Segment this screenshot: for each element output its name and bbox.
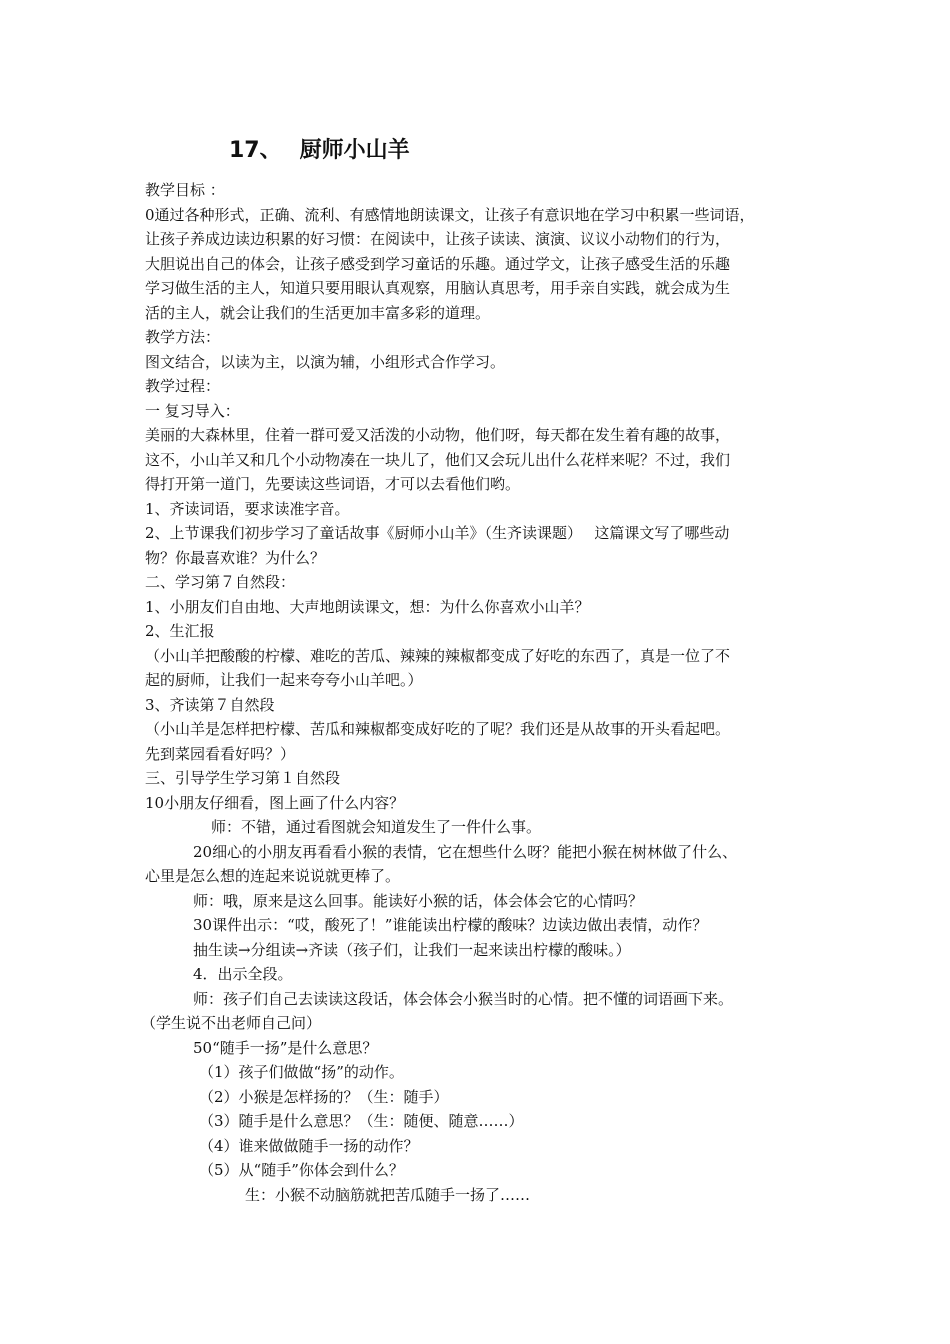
paragraph-line: （学生说不出老师自己问） (141, 1014, 322, 1032)
paragraph-line: 0通过各种形式，正确、流利、有感情地朗读课文，让孩子有意识地在学习中积累一些词语， (145, 205, 755, 224)
paragraph-line: 学习做生活的主人，知道只要用眼认真观察，用脑认真思考，用手亲自实践，就会成为生 (145, 279, 731, 297)
paragraph-line: 大胆说出自己的体会，让孩子感受到学习童话的乐趣。通过学文，让孩子感受生活的乐趣 (145, 254, 731, 273)
list-item: （3）随手是什么意思？（生：随便、随意……） (199, 1112, 524, 1130)
section-heading-methods: 教学方法： (145, 328, 221, 346)
paragraph-line: （小山羊把酸酸的柠檬、难吃的苦瓜、辣辣的辣椒都变成了好吃的东西了，真是一位了不 (145, 646, 731, 665)
list-item: 2、上节课我们初步学习了童话故事《厨师小山羊》（生齐读课题） 这篇课文写了哪些动 (145, 524, 730, 542)
paragraph-line: 活的主人，就会让我们的生活更加丰富多彩的道理。 (145, 303, 491, 322)
section-heading-process: 教学过程： (145, 377, 221, 395)
paragraph-line: 师：哦，原来是这么回事。能读好小猴的话，体会体会它的心情吗？ (193, 891, 644, 910)
list-item: （5）从“随手”你体会到什么？ (199, 1161, 404, 1179)
paragraph-line: 让孩子养成边读边积累的好习惯：在阅读中，让孩子读读、演演、议议小动物们的行为， (145, 230, 731, 248)
paragraph-line: 心里是怎么想的连起来说说就更棒了。 (145, 867, 401, 885)
paragraph-line: 图文结合，以读为主，以演为辅，小组形式合作学习。 (145, 352, 506, 371)
list-item: 30课件出示：“哎，酸死了！”谁能读出柠檬的酸味？边读边做出表情，动作？ (193, 916, 708, 934)
paragraph-line: 物？你最喜欢谁？为什么？ (145, 548, 326, 567)
list-item: （1）孩子们做做“扬”的动作。 (199, 1063, 404, 1081)
list-item: 50“随手一扬”是什么意思？ (193, 1038, 378, 1057)
list-item: （2）小猴是怎样扬的？（生：随手） (199, 1087, 449, 1106)
list-item: 3、齐读第７自然段 (145, 695, 275, 714)
subsection-heading: 三、引导学生学习第１自然段 (145, 769, 341, 787)
paragraph-line: 师：孩子们自己去读读这段话，体会体会小猴当时的心情。把不懂的词语画下来。 (193, 989, 734, 1008)
list-item: 20细心的小朋友再看看小猴的表情，它在想些什么呀？能把小猴在树林做了什么、 (193, 842, 738, 861)
paragraph-line: （小山羊是怎样把柠檬、苦瓜和辣椒都变成好吃的了呢？我们还是从故事的开头看起吧。 (145, 720, 731, 738)
paragraph-line: 生：小猴不动脑筋就把苦瓜随手一扬了…… (245, 1185, 531, 1204)
paragraph-line: 抽生读→分组读→齐读（孩子们，让我们一起来读出柠檬的酸味。） (193, 940, 631, 959)
paragraph-line: 师：不错，通过看图就会知道发生了一件什么事。 (211, 818, 542, 836)
list-item: 10小朋友仔细看，图上画了什么内容？ (145, 793, 405, 812)
paragraph-line: 美丽的大森林里，住着一群可爱又活泼的小动物，他们呀，每天都在发生着有趣的故事， (145, 426, 731, 444)
paragraph-line: 这不，小山羊又和几个小动物凑在一块儿了，他们又会玩儿出什么花样来呢？不过，我们 (145, 450, 731, 469)
section-heading-goals: 教学目标 ： (145, 181, 225, 199)
list-item: 4．出示全段。 (193, 965, 293, 983)
subsection-heading: 二、学习第７自然段： (145, 573, 296, 591)
document-title (229, 136, 410, 166)
list-item: 1、齐读词语，要求读准字音。 (145, 499, 350, 518)
paragraph-line: 得打开第一道门，先要读这些词语，才可以去看他们哟。 (145, 475, 521, 493)
paragraph-line: 起的厨师，让我们一起来夸夸小山羊吧。） (145, 671, 423, 689)
list-item: 2、生汇报 (145, 622, 215, 640)
title-number: 17、 (229, 138, 282, 163)
list-item: 1、小朋友们自由地、大声地朗读课文，想：为什么你喜欢小山羊？ (145, 597, 590, 616)
subsection-heading: 一 复习导入： (145, 401, 240, 420)
paragraph-line: 先到菜园看看好吗？） (145, 744, 296, 763)
document-body (141, 178, 825, 1207)
title-text: 厨师小山羊 (299, 138, 410, 163)
list-item: （4）谁来做做随手一扬的动作？ (199, 1136, 419, 1155)
